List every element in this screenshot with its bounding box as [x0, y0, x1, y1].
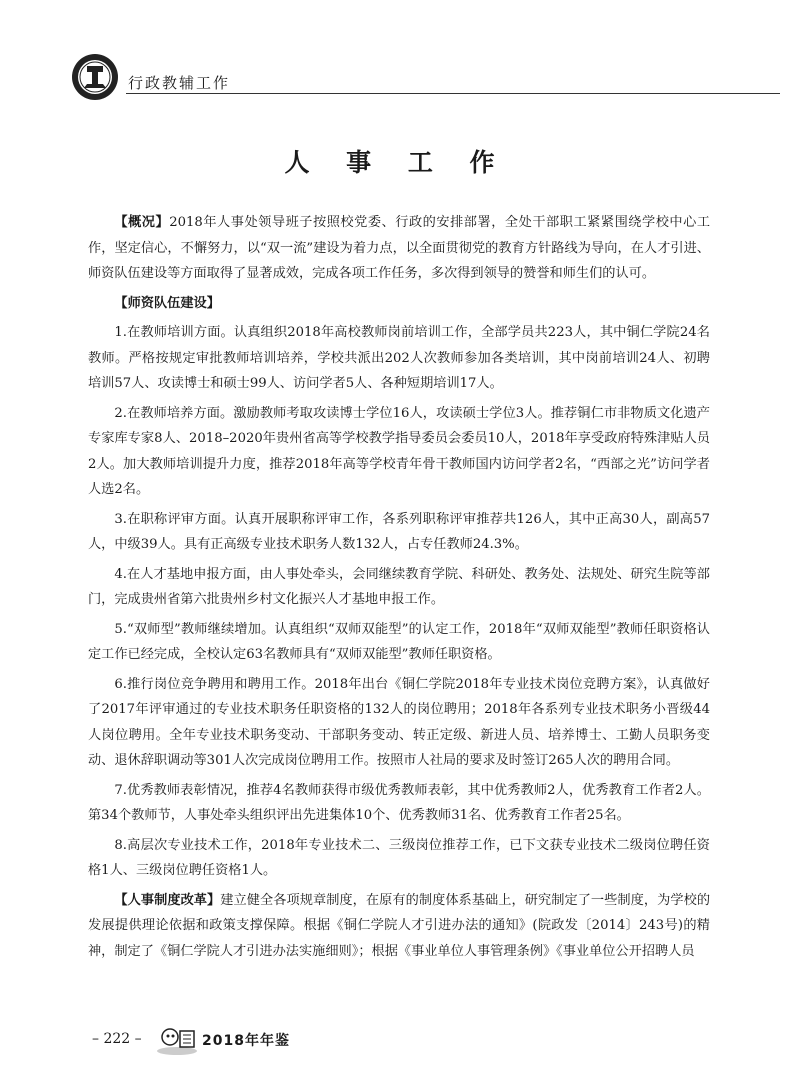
mascot-icon: [154, 1023, 200, 1057]
page-number: – 222 –: [92, 1031, 142, 1047]
page-header: [70, 52, 720, 100]
page-title: 人 事 工 作: [284, 148, 509, 177]
paragraph-title-review: 3.在职称评审方面。认真开展职称评审工作，各系列职称评审推荐共126人，其中正高30人，副高57人，中级39人。具有正高级专业技术职务人数132人，占专任教师24.3%。: [88, 511, 710, 552]
heading-overview: 【概况】: [114, 215, 170, 230]
paragraph-awards: 7.优秀教师表彰情况，推荐4名教师获得市级优秀教师表彰，其中优秀教师2人，优秀教育工作者2人。第34个教师节，人事处牵头组织评出先进集体10个、优秀教师31名、优秀教育工作者25名。: [88, 782, 710, 823]
paragraph-appointment: 6.推行岗位竞争聘用和聘用工作。2018年出台《铜仁学院2018年专业技术岗位竞聘方案》，认真做好了2017年评审通过的专业技术职务任职资格的132人的岗位聘用；2018年各系列专业技术职务小晋级44人岗位聘用。全年专业技术职务变动、干部职务变动、转正定级、新进人员、培养博士、工勤人员职务变动、退休辞职调动等301人次完成岗位聘用工作。按照市人社局的要求及时签订265人次的聘用合同。: [88, 676, 710, 768]
section-label: 行政教辅工作: [128, 74, 231, 92]
paragraph-dual-teacher: 5.“双师型”教师继续增加。认真组织“双师双能型”的认定工作，2018年“双师双能型”教师任职资格认定工作已经完成，全校认定63名教师具有“双师双能型”教师任职资格。: [88, 621, 710, 662]
page-footer: [92, 1023, 392, 1057]
yearbook-label: 2018年年鉴: [202, 1033, 290, 1049]
article-body: [88, 210, 710, 964]
heading-reform: 【人事制度改革】: [114, 892, 221, 908]
paragraph-talent-base: 4.在人才基地申报方面，由人事处牵头，会同继续教育学院、科研处、教务处、法规处、研究生院等部门，完成贵州省第六批贵州乡村文化振兴人才基地申报工作。: [88, 566, 710, 607]
header-divider: [126, 93, 780, 94]
heading-faculty: 【师资队伍建设】: [114, 295, 220, 311]
paragraph-cultivation: 2.在教师培养方面。激励教师考取攻读博士学位16人，攻读硕士学位3人。推荐铜仁市非物质文化遗产专家库专家8人、2018–2020年贵州省高等学校教学指导委员会委员10人，2018年享受政府特殊津贴人员2人。加大教师培训提升力度，推荐2018年高等学校青年骨干教师国内访问学者2名，“西部之光”访问学者人选2名。: [88, 405, 710, 497]
paragraph-senior-posts: 8.高层次专业技术工作，2018年专业技术二、三级岗位推荐工作，已下文获专业技术二级岗位聘任资格1人、三级岗位聘任资格1人。: [88, 837, 710, 878]
paragraph-training: 1.在教师培训方面。认真组织2018年高校教师岗前培训工作，全部学员共223人，其中铜仁学院24名教师。严格按规定审批教师培训培养，学校共派出202人次教师参加各类培训，其中岗前培训24人、初聘培训57人、攻读博士和硕士99人、访问学者5人、各种短期培训17人。: [88, 325, 710, 391]
university-seal-icon: [70, 52, 120, 102]
paragraph-overview: 【概况】2018年人事处领导班子按照校党委、行政的安排部署，全处干部职工紧紧围绕学校中心工作，坚定信心，不懈努力，以“双一流”建设为着力点，以全面贯彻党的教育方针路线为导向，在人才引进、师资队伍建设等方面取得了显著成效，完成各项工作任务，多次得到领导的赞誉和师生们的认可。: [88, 215, 711, 281]
paragraph-reform: 【人事制度改革】建立健全各项规章制度，在原有的制度体系基础上，研究制定了一些制度，为学校的发展提供理论依据和政策支撑保障。根据《铜仁学院人才引进办法的通知》(院政发〔2014〕243号)的精神，制定了《铜仁学院人才引进办法实施细则》；根据《事业单位人事管理条例》《事业单位公开招聘人员: [88, 892, 711, 959]
